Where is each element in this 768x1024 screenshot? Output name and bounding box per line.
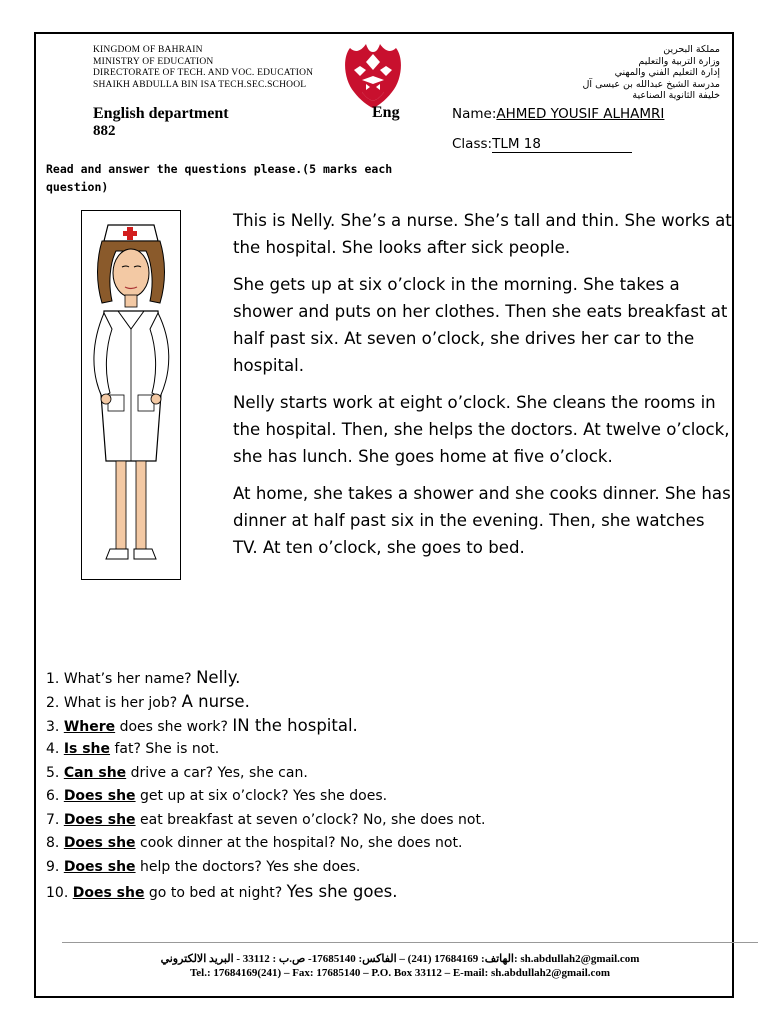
footer-contact-english: Tel.: 17684169(241) – Fax: 17685140 – P.O. Box 33112 – E-mail: sh.abdullah2@gmail.com	[189, 967, 611, 979]
answer-text: Yes, she can.	[217, 764, 308, 781]
question-keyword: Where	[63, 719, 116, 735]
answer-text: Yes she does.	[266, 858, 361, 875]
passage-paragraph: Nelly starts work at eight o’clock. She cleans the rooms in the hospital. Then, she helps the doctors. At twelve o’clock, she has lunch. She goes home at five o’clock.	[233, 393, 730, 466]
question-number: 7.	[46, 811, 60, 828]
question-text: eat breakfast at seven o’clock?	[140, 811, 359, 828]
header-line: DIRECTORATE OF TECH. AND VOC. EDUCATION	[93, 68, 314, 78]
passage-paragraph: This is Nelly. She’s a nurse. She’s tall and thin. She works at the hospital. She looks after sick people.	[233, 211, 732, 257]
answer-text: Yes she goes.	[286, 881, 398, 901]
reading-passage	[233, 207, 733, 571]
answer-text: No, she does not.	[340, 835, 463, 852]
answer-text: A nurse.	[181, 692, 250, 711]
name-value: AHMED YOUSIF ALHAMRI	[496, 106, 665, 122]
question-item	[46, 880, 736, 904]
question-keyword: Does she	[72, 884, 145, 901]
question-item	[46, 832, 736, 856]
class-field	[452, 136, 632, 153]
answer-text: Nelly.	[196, 668, 241, 687]
question-keyword: Does she	[63, 835, 136, 852]
question-item	[46, 738, 736, 762]
question-text: What is her job?	[63, 695, 178, 711]
question-keyword: Is she	[63, 741, 111, 757]
question-text: does she work?	[119, 719, 228, 735]
subject-label: Eng	[372, 104, 400, 121]
department-title: English department	[93, 105, 229, 122]
header-line: وزارة التربية والتعليم	[638, 55, 720, 67]
question-keyword: Can she	[63, 764, 127, 781]
class-label: Class:	[452, 136, 493, 152]
answer-text: She is not.	[145, 741, 220, 757]
header-line: SHAIKH ABDULLA BIN ISA TECH.SEC.SCHOOL	[93, 79, 307, 90]
header-line: إدارة التعليم الفني والمهني	[614, 67, 720, 78]
answer-text: No, she does not.	[363, 811, 486, 828]
question-number: 6.	[46, 788, 60, 805]
passage-paragraph: She gets up at six o’clock in the morning. She takes a shower and puts on her clothes. Then she eats breakfast at half past six. At seven o’clock, she drives her car to the hospital.	[233, 275, 728, 375]
question-text: drive a car?	[130, 764, 213, 781]
question-number: 8.	[46, 835, 60, 852]
answer-text: IN the hospital.	[232, 716, 358, 735]
nurse-picture-frame	[81, 210, 181, 580]
question-item	[46, 785, 736, 809]
question-text: cook dinner at the hospital?	[140, 835, 336, 852]
footer-contact-arabic: الهاتف: 17684169 (241) – الفاكس: 17685140- ص.ب : 33112 - البريد الالكتروني: sh.abdullah2@gmail.com	[160, 953, 640, 965]
question-number: 9.	[46, 858, 60, 875]
header-line: مدرسة الشيخ عبدالله بن عيسى آل خليفة الثانوية الصناعية	[582, 78, 720, 101]
instructions: Read and answer the questions please.(5 marks each question)	[46, 162, 393, 194]
question-text: get up at six o’clock?	[140, 788, 289, 805]
nurse-illustration	[82, 211, 180, 579]
header-arabic-block	[560, 44, 720, 102]
question-item	[46, 762, 736, 786]
header-line: مملكة البحرين	[663, 44, 720, 55]
answer-text: Yes she does.	[292, 788, 388, 805]
question-text: help the doctors?	[140, 858, 262, 875]
question-text: go to bed at night?	[148, 884, 283, 901]
question-number: 4.	[46, 741, 60, 757]
question-keyword: Does she	[63, 788, 136, 805]
question-number: 5.	[46, 764, 60, 781]
question-item	[46, 666, 736, 690]
header-line: KINGDOM OF BAHRAIN	[93, 45, 203, 55]
question-text: fat?	[114, 741, 141, 757]
question-list	[46, 666, 736, 903]
header-line: MINISTRY OF EDUCATION	[93, 56, 214, 67]
question-number: 3.	[46, 719, 60, 735]
question-item	[46, 690, 736, 714]
class-value: TLM 18	[492, 136, 541, 152]
footer-divider	[62, 942, 758, 943]
question-number: 10.	[46, 884, 69, 901]
department-code: 882	[93, 123, 116, 139]
passage-paragraph: At home, she takes a shower and she cooks dinner. She has dinner at half past six in the evening. Then, she watches TV. At ten o’clock, she goes to bed.	[233, 484, 731, 557]
question-item	[46, 809, 736, 833]
question-keyword: Does she	[63, 811, 136, 828]
question-number: 2.	[46, 695, 60, 711]
question-text: What’s her name?	[63, 671, 192, 687]
question-keyword: Does she	[63, 858, 136, 875]
header-english-block	[93, 45, 313, 91]
question-number: 1.	[46, 671, 60, 687]
bahrain-emblem-icon	[340, 40, 406, 110]
question-item	[46, 714, 736, 738]
name-field	[452, 106, 664, 122]
question-item	[46, 856, 736, 880]
name-label: Name:	[452, 106, 497, 122]
